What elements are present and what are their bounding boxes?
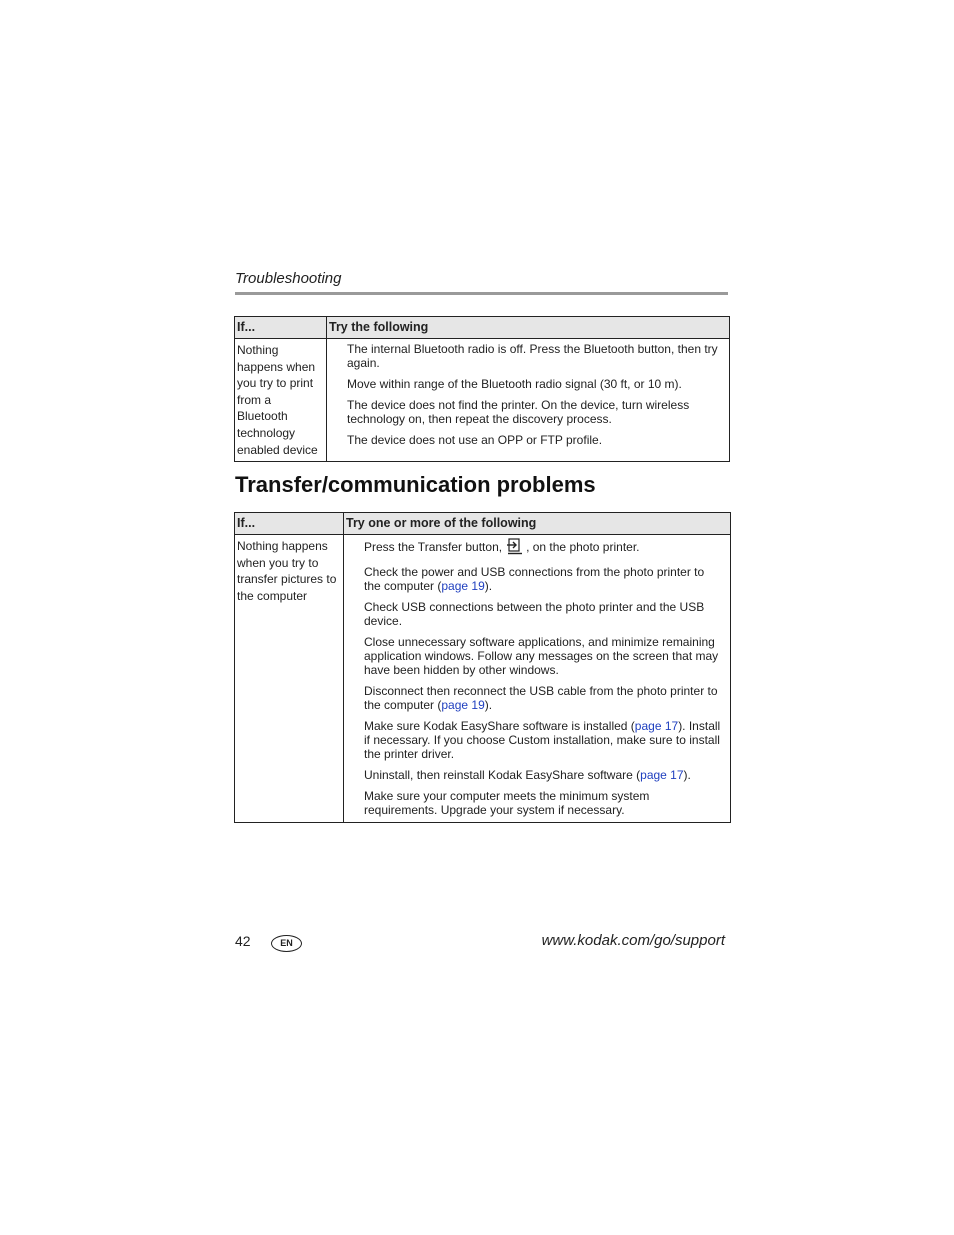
solution-text: ). Install if necessary. If you choose Custom installation, make sure to install the printer driver. — [364, 719, 721, 761]
table-row — [235, 339, 730, 462]
column-header-try: Try the following — [327, 317, 730, 339]
solution-item: The device does not use an OPP or FTP profile. — [347, 433, 603, 447]
solution-text: ). — [484, 698, 493, 712]
solution-text: Press the Transfer button, — [364, 540, 503, 554]
solution-text: Make sure Kodak EasyShare software is installed ( — [364, 719, 635, 733]
solution-item — [364, 538, 724, 558]
solution-text: ). — [484, 579, 493, 593]
transfer-icon — [506, 538, 524, 558]
column-header-try: Try one or more of the following — [344, 513, 731, 535]
transfer-troubleshooting-table — [234, 512, 731, 823]
solution-item: The internal Bluetooth radio is off. Press the Bluetooth button, then try again. — [347, 342, 718, 370]
solution-item — [364, 565, 724, 593]
column-header-if: If... — [235, 317, 327, 339]
solution-item — [364, 768, 724, 782]
table-row — [235, 535, 731, 823]
page-link[interactable]: page 19 — [441, 698, 485, 712]
language-badge: EN — [271, 935, 302, 952]
header-rule — [235, 292, 728, 295]
solution-item: The device does not find the printer. On the device, turn wireless technology on, then repeat the discovery process. — [347, 398, 690, 426]
table-header-row — [235, 513, 731, 535]
support-url: www.kodak.com/go/support — [541, 932, 725, 949]
page-link[interactable]: page 19 — [441, 579, 485, 593]
column-header-if: If... — [235, 513, 344, 535]
condition-cell: Nothing happens when you try to transfer pictures to the computer — [235, 535, 344, 823]
solution-text: ). — [683, 768, 691, 782]
running-header: Troubleshooting — [235, 270, 342, 287]
solution-item — [364, 719, 724, 761]
solution-text: , on the photo printer. — [526, 540, 640, 554]
page-link[interactable]: page 17 — [640, 768, 684, 782]
solutions-cell — [344, 535, 731, 823]
solution-text: Check the power and USB connections from the photo printer to the computer ( — [364, 565, 705, 593]
solution-item: Check USB connections between the photo printer and the USB device. — [364, 600, 705, 628]
solution-text: Uninstall, then reinstall Kodak EasyShare software ( — [364, 768, 641, 782]
solution-item — [364, 684, 724, 712]
solution-text: Disconnect then reconnect the USB cable from the photo printer to the computer ( — [364, 684, 718, 712]
solutions-cell — [327, 339, 730, 462]
page-number: 42 — [235, 933, 251, 949]
solution-item: Move within range of the Bluetooth radio signal (30 ft, or 10 m). — [347, 377, 682, 391]
page-link[interactable]: page 17 — [634, 719, 679, 733]
solution-item: Close unnecessary software applications, and minimize remaining application windows. Follow any messages on the screen that may have been hidden by other windows. — [364, 635, 719, 677]
section-title: Transfer/communication problems — [235, 472, 596, 497]
condition-cell: Nothing happens when you try to print from a Bluetooth technology enabled device — [235, 339, 327, 462]
table-header-row — [235, 317, 730, 339]
bluetooth-troubleshooting-table — [234, 316, 730, 462]
solution-item: Make sure your computer meets the minimum system requirements. Upgrade your system if necessary. — [364, 789, 650, 817]
